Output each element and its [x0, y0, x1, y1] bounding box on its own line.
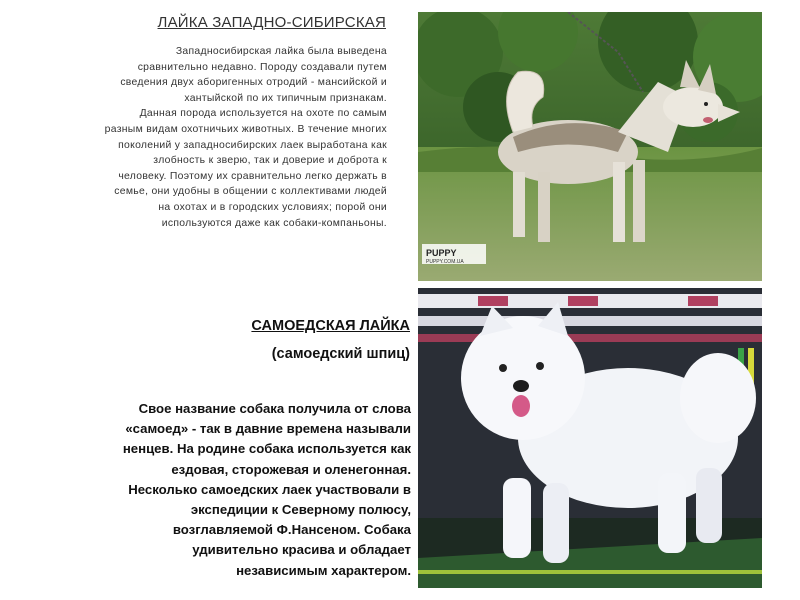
- section1-line: семье, они удобны в общении с коллективами людей: [114, 186, 387, 198]
- section2-line: ненцев. На родине собака используется как: [122, 441, 411, 457]
- watermark-brand: PUPPY: [426, 248, 457, 258]
- section2-title: САМОЕДСКАЯ ЛАЙКА: [251, 318, 410, 334]
- samoyed-photo: [418, 288, 762, 588]
- section1-line: поколений у западносибирских лаек выработана как: [118, 139, 387, 151]
- section1-line: Западносибирская лайка была выведена: [175, 46, 387, 57]
- section1-line: сведения двух аборигенных отродий - мансийской и: [120, 77, 387, 89]
- section1-line: используются даже как собаки-компаньоны.: [161, 217, 387, 229]
- section1-line: Данная порода используется на охоте по самым: [139, 108, 387, 120]
- section2-text: [30, 399, 411, 581]
- section2-line: возглавляемой Ф.Нансеном. Собака: [172, 522, 411, 538]
- section1-title: ЛАЙКА ЗАПАДНО-СИБИРСКАЯ: [157, 14, 386, 31]
- section1-line: хантыйской по их типичным признакам.: [184, 92, 387, 104]
- section2-line: удивительно красива и обладает: [192, 542, 411, 558]
- puppy-watermark: [422, 244, 486, 265]
- section2-line: экспедиции к Северному полюсу,: [190, 502, 411, 518]
- west-siberian-laika-photo: [418, 12, 762, 281]
- section1-line: на охотах и в городских условиях; порой они: [158, 201, 387, 213]
- section1-text: [56, 44, 387, 231]
- section2-subtitle: (самоедский шпиц): [271, 346, 410, 362]
- samoyed-image: [418, 288, 762, 588]
- section2-line: независимым характером.: [236, 562, 411, 578]
- section1-line: сравнительно недавно. Породу создавали путем: [137, 61, 387, 73]
- section1-line: злобность к зверю, так и доверие и доброта к: [153, 155, 387, 167]
- section1-line: разным видам охотничьих животных. В течение многих: [104, 123, 387, 135]
- watermark-site: PUPPY.COM.UA: [426, 259, 464, 265]
- section2-line: ездовая, сторожевая и оленегонная.: [171, 461, 411, 477]
- west-siberian-laika-image: [418, 12, 762, 281]
- section2-line: Несколько самоедских лаек участвовали в: [128, 481, 411, 497]
- section2-line: Свое название собака получила от слова: [138, 401, 411, 416]
- section1-line: человеку. Поэтому их сравнительно легко держать в: [118, 170, 387, 182]
- section2-line: «самоед» - так в давние времена называли: [125, 421, 411, 437]
